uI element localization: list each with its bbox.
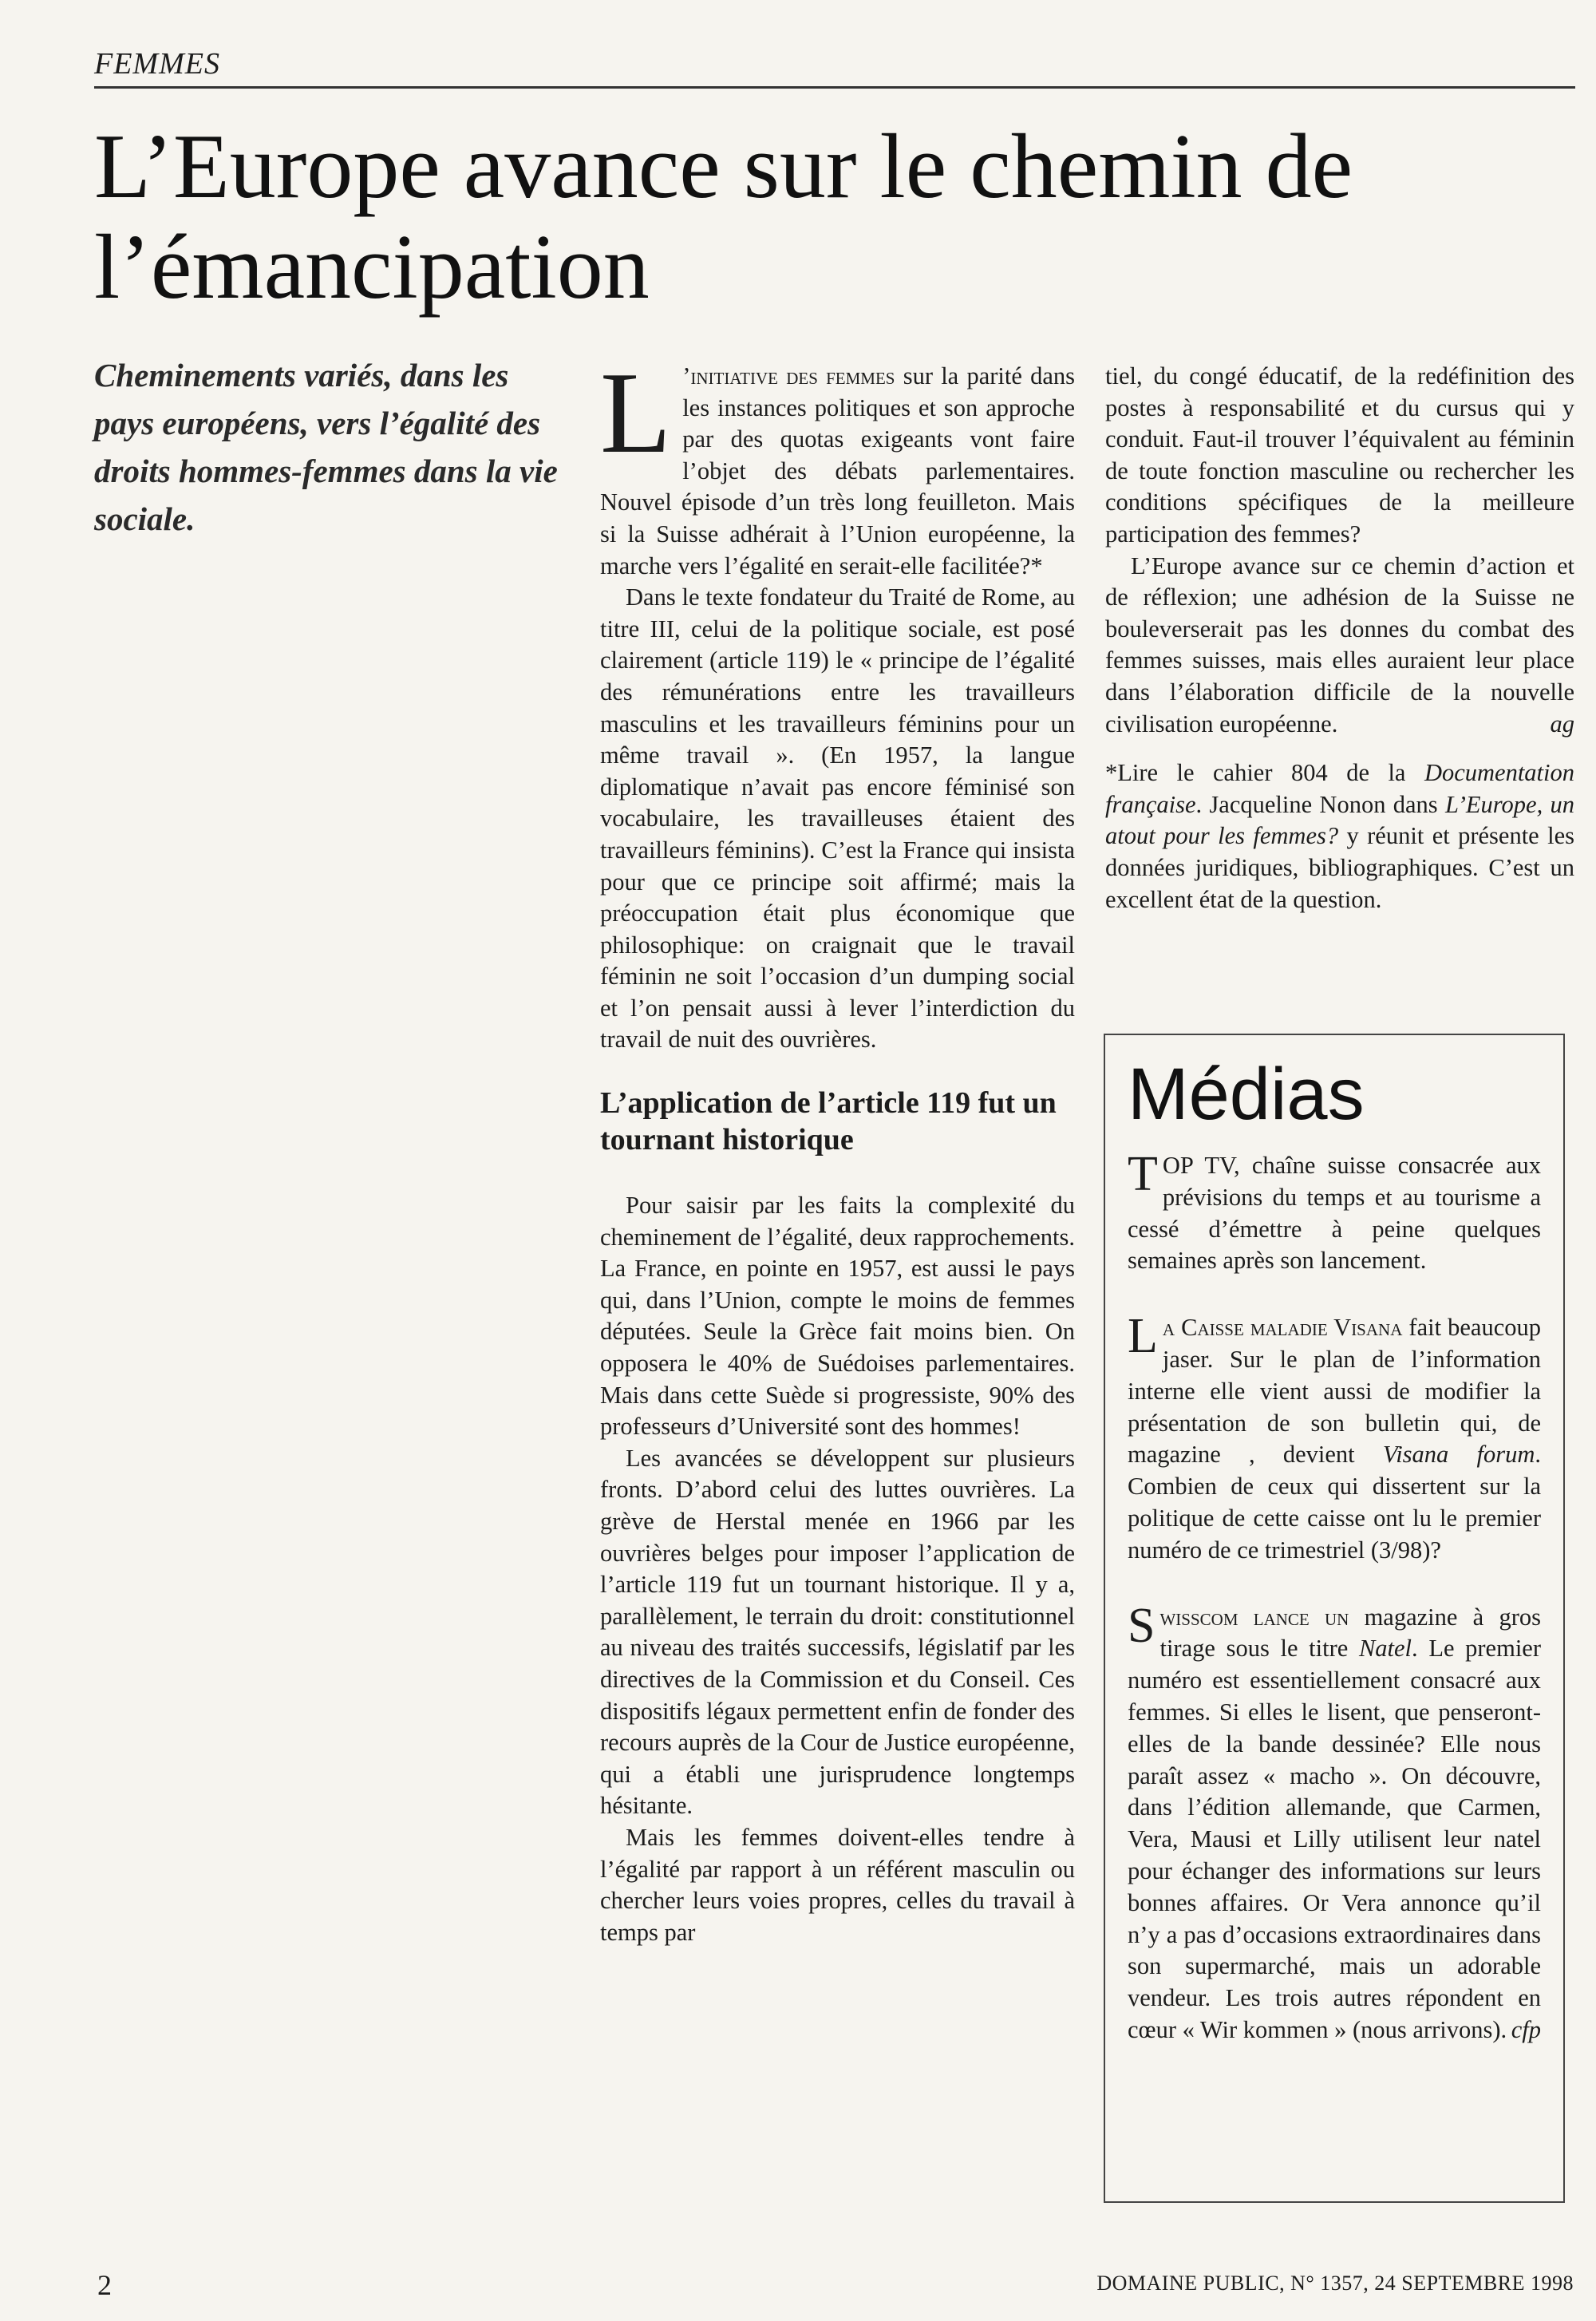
medias-box [1104,1034,1565,2203]
footnote [1105,757,1574,915]
page-number: 2 [97,2269,112,2301]
lead-small-caps: a Caisse maladie Visana [1162,1314,1403,1342]
section-rubric: FEMMES [94,47,220,81]
medias-item-swisscom [1128,1598,1541,2046]
medias-title: Médias [1128,1054,1365,1135]
article-paragraph-5: Mais les femmes doivent-elles tendre à l’égalité par rapport à un référent masculin ou chercher leurs voies propres, celles du travail à temps par [600,1823,1075,1946]
footnote-italic-title: L’Europe, un atout pour les femmes? [1105,790,1574,850]
medias-item-text: magazine à gros tirage sous le titre [1159,1603,1541,1663]
paragraph-text: L’Europe avance sur ce chemin d’action et de réflexion; une adhésion de la Suisse ne bouleverserait pas les donnes du combat des femmes suisses, mais elles auraient leur place dans l’élaboration difficile de la nouvelle civilisation européenne. [1105,552,1574,737]
lead-small-caps: wisscom lance un [1159,1603,1349,1631]
drop-cap: T [1128,1147,1158,1201]
author-signature: cfp [1511,2015,1541,2043]
article-paragraph-3: Pour saisir par les faits la complexité du cheminement de l’égalité, deux rapprochements. La France, en pointe en 1957, est aussi le pays qui, dans l’Union, compte le moins de femmes députées. Seule la Grèce fait moins bien. On opposera le 40% de Suédoises parlementaires. Mais dans cette Suède si progressiste, 90% des professeurs d’Université sont des hommes! [600,1192,1075,1441]
drop-cap: L [600,348,672,477]
paragraph-text: sur la parité dans les instances politiques et son approche par des quotas exigeants vont faire l’objet des débats parlementaires. Nouvel épisode d’un très long feuilleton. Mais si la Suisse adhérait à l’Union européenne, la marche vers l’égalité en serait-elle facilitée?* [600,362,1076,579]
medias-item-top-tv [1128,1147,1541,1277]
drop-cap: S [1128,1598,1156,1653]
medias-item-text: . Le premier numéro est essentiellement consacré aux femmes. Si elles le lisent, que penseront-elles de la bande dessinée? Elle nous paraît assez « macho ». On découvre, dans l’édition allemande, que Carmen, Vera, Mausi et Lilly utilisent leur natel pour échanger des informations sur leurs bonnes affaires. Or Vera annonce qu’il n’y a pas d’occasions extraordinaires dans son supermarché, mais un adorable vendeur. Les trois autres répondent en cœur « Wir kommen » (nous arrivons). [1128,1635,1541,2043]
article-headline: L’Europe avance sur le chemin de l’émancipation [94,116,1353,318]
publication-title: Natel [1358,1635,1412,1663]
top-rule [94,86,1575,89]
publication-title: Visana forum [1382,1441,1535,1469]
medias-item-text: fait beaucoup jaser. Sur le plan de l’information interne elle vient aussi de modifier la présentation de son bulletin qui, de magazine , devient [1128,1314,1541,1469]
footnote-part: *Lire le cahier 804 de la [1105,759,1424,787]
drop-cap: L [1128,1309,1158,1364]
article-subheading: L’application de l’article 119 fut un tournant historique [600,1086,1057,1157]
lead-small-caps: ’initiative des femmes [682,362,895,389]
article-paragraph-4: Les avancées se développent sur plusieurs fronts. D’abord celui des luttes ouvrières. La grève de Herstal menée en 1966 par les ouvrières belges pour imposer l’application de l’article 119 fut un tournant historique. Il y a, parallèlement, le terrain du droit: constitutionnel au niveau des traités successifs, législatif par les directives de la Commission et du Conseil. Ces dispositifs légaux permettent enfin de fonder des recours auprès de la Cour de Justice européenne, qui a établi une jurisprudence longtemps hésitante. [600,1444,1075,1820]
footnote-part: y réunit et présente les données juridiques, bibliographiques. C’est un excellent état de la question. [1105,822,1574,913]
footnote-part: . Jacqueline Nonon dans [1195,790,1445,818]
footnote-text [1105,757,1574,915]
article-column-middle [600,348,1076,1948]
medias-item-visana [1128,1309,1541,1566]
footnote-italic-title: Documentation française [1105,759,1574,818]
medias-item-text: OP TV, chaîne suisse consacrée aux prévisions du temps et au tourisme a cessé d’émettre à peine quelques semaines après son lancement. [1128,1152,1541,1275]
article-paragraph-5-continued: tiel, du congé éducatif, de la redéfinition des postes à responsabilité et du cursus qui y conduit. Faut-il trouver l’équivalent au féminin de toute fonction masculine ou rechercher les conditions spécifiques de la meilleure participation des femmes? [1105,362,1574,548]
article-paragraph-1 [600,348,1076,582]
medias-item-text: . Combien de ceux qui dissertent sur la politique de cette caisse ont lu le premier numéro de ce trimestriel (3/98)? [1128,1441,1541,1564]
article-paragraph-6 [1105,551,1574,741]
author-signature: ag [1550,710,1574,737]
article-paragraph-2: Dans le texte fondateur du Traité de Rome, au titre III, celui de la politique sociale, est posé clairement (article 119) le « principe de l’égalité des rémunérations entre les travailleurs masculins et les travailleurs féminins pour un même travail ». (En 1957, la langue diplomatique n’avait pas encore féminisé son vocabulaire, les travailleuses étaient des travailleurs féminins). C’est la France qui insista pour que ce principe soit affirmé; mais la préoccupation était plus économique que philosophique: on craignait que le travail féminin ne soit l’occasion d’un dumping social et l’on pensait aussi à lever l’interdiction du travail de nuit des ouvrières. [600,583,1075,1054]
article-standfirst: Cheminements variés, dans les pays européens, vers l’égalité des droits hommes-femmes dans la vie sociale. [94,357,558,537]
page-footer: DOMAINE PUBLIC, N° 1357, 24 SEPTEMBRE 1998 [1096,2272,1574,2295]
article-column-right [1105,361,1574,915]
